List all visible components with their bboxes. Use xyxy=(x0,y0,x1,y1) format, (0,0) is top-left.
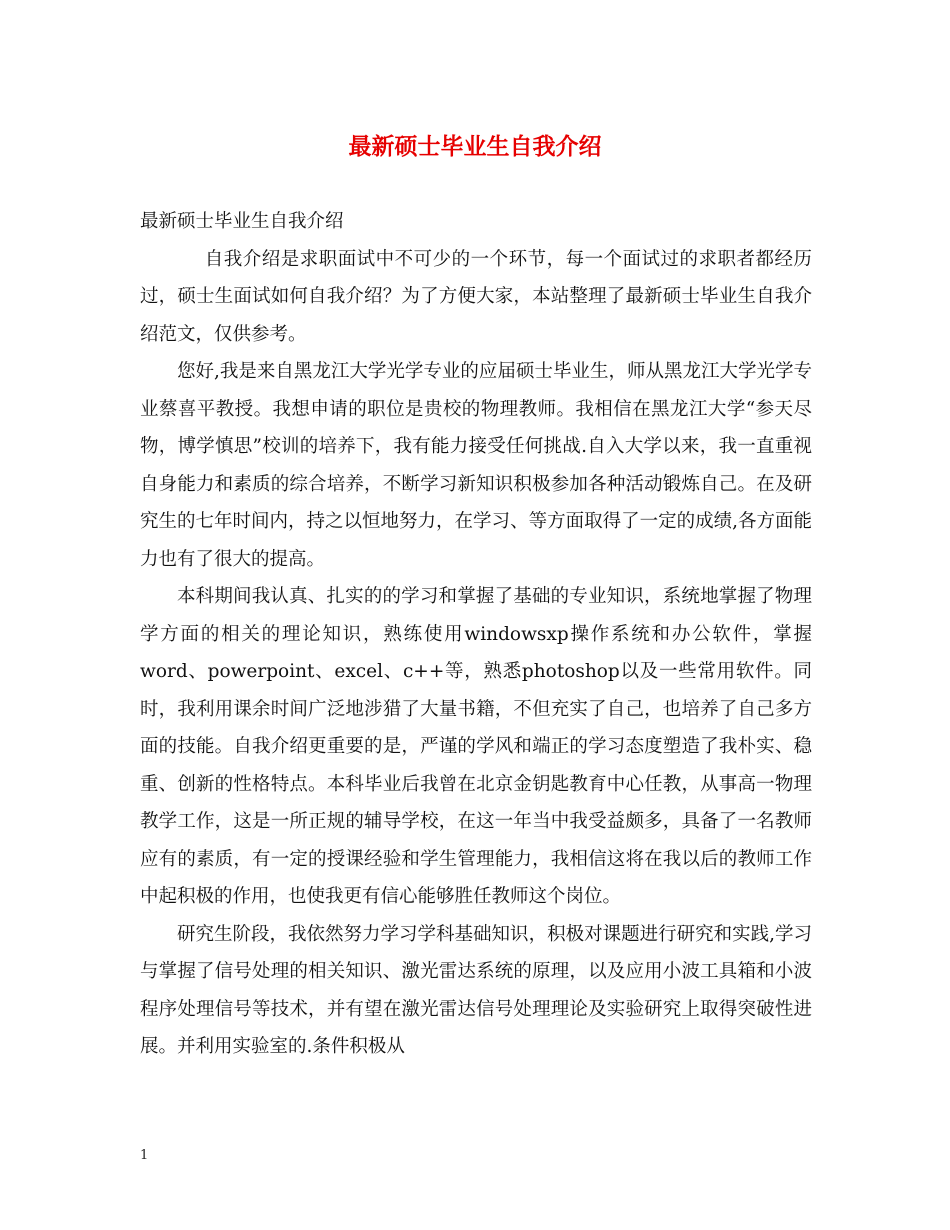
page-number: 1 xyxy=(140,1148,149,1163)
document-subtitle: 最新硕士毕业生自我介绍 xyxy=(140,211,344,232)
document-body xyxy=(140,203,812,1066)
document-title: 最新硕士毕业生自我介绍 xyxy=(348,134,602,160)
paragraph-undergraduate: 本科期间我认真、扎实的的学习和掌握了基础的专业知识，系统地掌握了物理学方面的相关的理论知识，熟练使用windowsxp操作系统和办公软件，掌握word、powerpoint、excel、c++等，熟悉photoshop以及一些常用软件。同时，我利用课余时间广泛地涉猎了大量书籍，不但充实了自己，也培养了自己多方面的技能。自我介绍更重要的是，严谨的学风和端正的学习态度塑造了我朴实、稳重、创新的性格特点。本科毕业后我曾在北京金钥匙教育中心任教，从事高一物理教学工作，这是一所正规的辅导学校，在这一年当中我受益颇多，具备了一名教师应有的素质，有一定的授课经验和学生管理能力，我相信这将在我以后的教师工作中起积极的作用，也使我更有信心能够胜任教师这个岗位。 xyxy=(140,586,812,907)
paragraph-greeting: 您好,我是来自黑龙江大学光学专业的应届硕士毕业生，师从黑龙江大学光学专业蔡喜平教授。我想申请的职位是贵校的物理教师。我相信在黑龙江大学“参天尽物，博学慎思”校训的培养下，我有能力接受任何挑战.自入大学以来，我一直重视自身能力和素质的综合培养，不断学习新知识积极参加各种活动锻炼自己。在及研究生的七年时间内，持之以恒地努力，在学习、等方面取得了一定的成绩,各方面能力也有了很大的提高。 xyxy=(140,361,812,570)
paragraph-graduate: 研究生阶段，我依然努力学习学科基础知识，积极对课题进行研究和实践,学习与掌握了信号处理的相关知识、激光雷达系统的原理，以及应用小波工具箱和小波程序处理信号等技术，并有望在激光雷达信号处理理论及实验研究上取得突破性进展。并利用实验室的.条件积极从 xyxy=(140,923,812,1057)
paragraph-intro: 自我介绍是求职面试中不可少的一个环节，每一个面试过的求职者都经历过，硕士生面试如何自我介绍？为了方便大家，本站整理了最新硕士毕业生自我介绍范文，仅供参考。 xyxy=(140,248,812,345)
